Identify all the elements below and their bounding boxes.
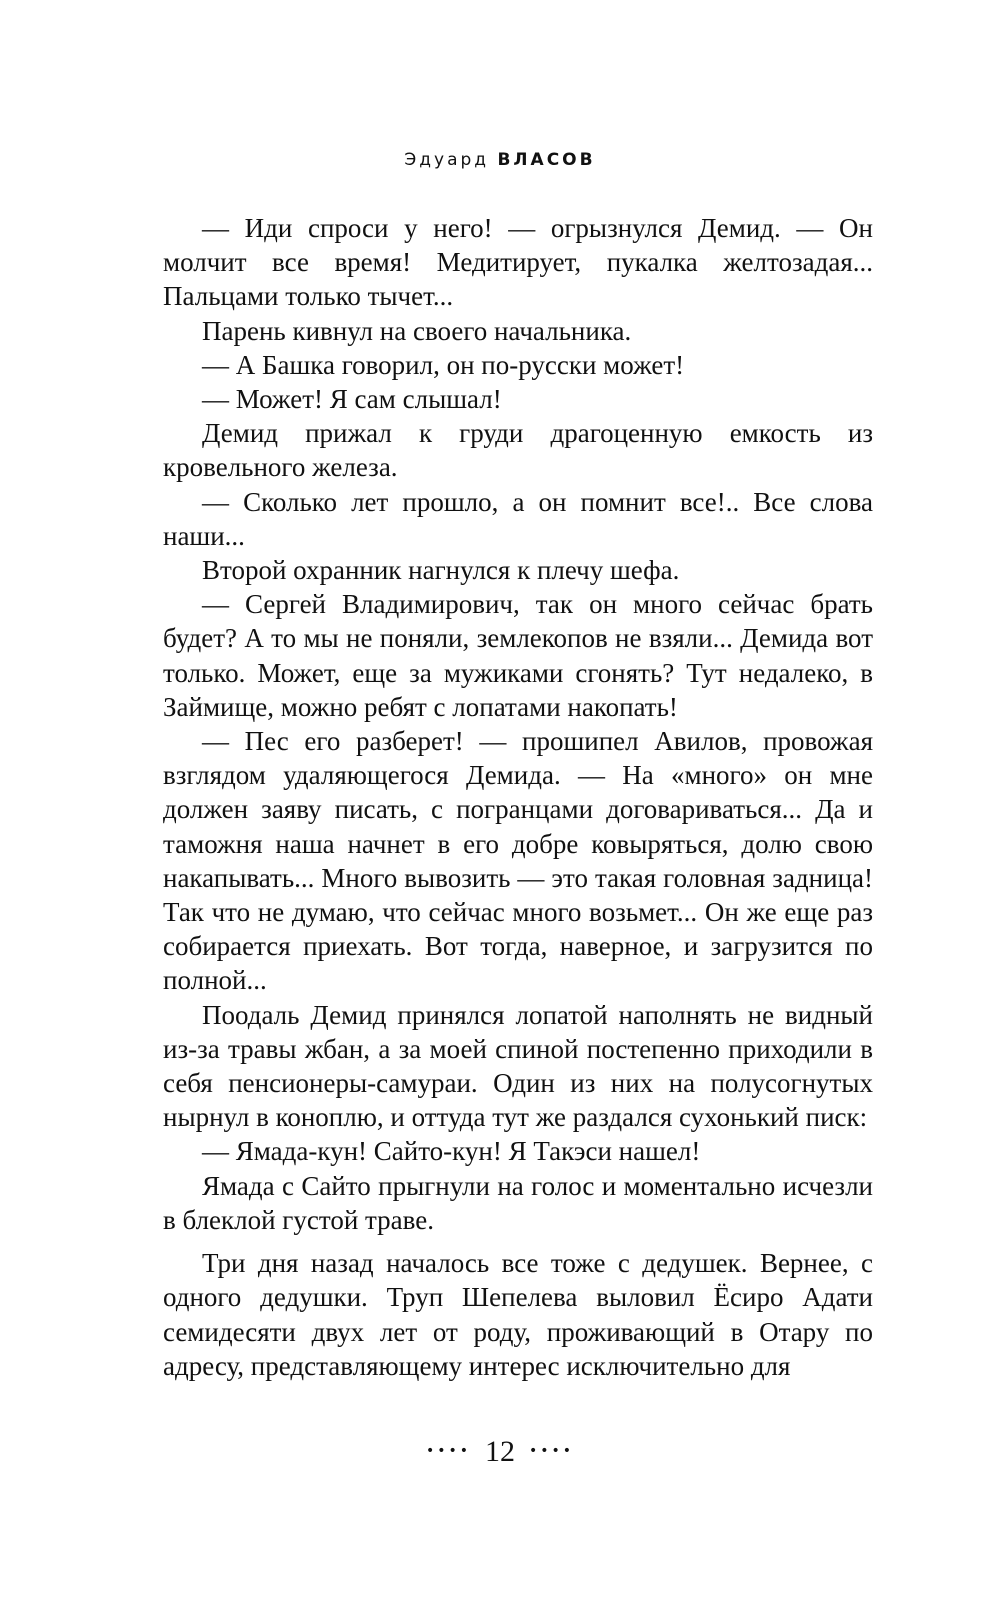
folio-dots-right: •••• <box>529 1443 575 1460</box>
paragraph: — А Башка говорил, он по-русски может! <box>202 349 685 380</box>
paragraph: — Иди спроси у него! — огрызнулся Демид. — Он молчит все время! Медитирует, пукалка желтозадая... Пальцами только тычет... <box>163 213 873 312</box>
paragraph: Ямада с Сайто прыгнули на голос и моментально исчезли в блеклой густой траве. <box>163 1170 873 1235</box>
author-last-name: ВЛАСОВ <box>497 150 596 170</box>
paragraph: — Может! Я сам слышал! <box>202 384 502 415</box>
paragraph: — Ямада-кун! Сайто-кун! Я Такэси нашел! <box>202 1136 701 1167</box>
paragraph: — Пес его разберет! — прошипел Авилов, провожая взглядом удаляющегося Демида. — На «много» он мне должен заяву писать, с погранцами договариваться... Да и таможня наша начнет в его добре ковыряться, долю свою накапывать... Много вывозить — это такая головная задница! Так что не думаю, что сейчас много возьмет... Он же еще раз собирается приехать. Вот тогда, наверное, и загрузится по полной... <box>163 726 873 996</box>
paragraph: Поодаль Демид принялся лопатой наполнять не видный из-за травы жбан, а за моей спиной постепенно приходили в себя пенсионеры-самураи. Один из них на полусогнутых нырнул в коноплю, и оттуда тут же раздался сухонький писк: <box>163 999 873 1133</box>
paragraph: — Сколько лет прошло, а он помнит все!.. Все слова наши... <box>163 486 873 551</box>
author-first-name: Эдуард <box>404 150 490 170</box>
page-number: 12 <box>485 1435 515 1468</box>
folio-dots-left: •••• <box>425 1443 471 1460</box>
paragraph: Демид прижал к груди драгоценную емкость из кровельного железа. <box>163 418 873 483</box>
body-text <box>163 211 873 1383</box>
page-folio <box>0 1435 1000 1469</box>
paragraph: Три дня назад началось все тоже с дедушек. Вернее, с одного дедушки. Труп Шепелева выловил Ёсиро Адати семидесяти двух лет от роду, проживающий в Отару по адресу, представляющему интерес исключительно для <box>163 1248 873 1381</box>
running-head <box>0 150 1000 170</box>
paragraph: — Сергей Владимирович, так он много сейчас брать будет? А то мы не поняли, землекопов не взяли... Демида вот только. Может, еще за мужиками сгонять? Тут недалеко, в Займище, можно ребят с лопатами накопать! <box>163 589 873 722</box>
paragraph: Второй охранник нагнулся к плечу шефа. <box>202 555 680 586</box>
paragraph: Парень кивнул на своего начальника. <box>202 315 632 346</box>
